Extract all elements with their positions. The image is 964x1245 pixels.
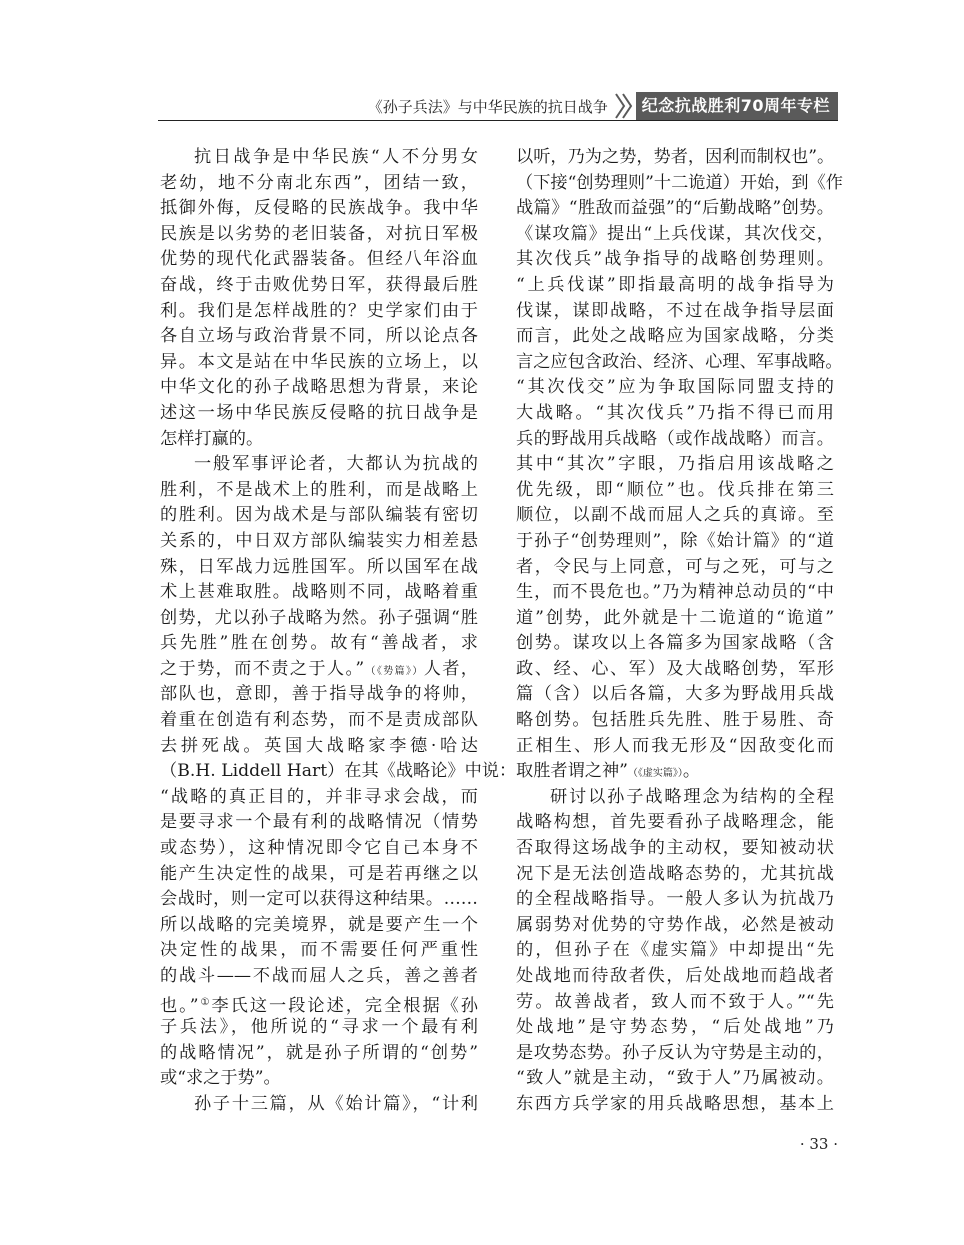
running-header [158, 92, 838, 121]
text-line: 民族是以劣势的老旧装备，对抗日军极 [160, 223, 478, 244]
text-line: （下接“创势理则”十二诡道）开始，到《作 [516, 172, 843, 193]
text-line: 《谋攻篇》提出“上兵伐谋，其次伐交， [516, 223, 834, 244]
text-line: “战略的真正目的，并非寻求会战，而 [160, 786, 478, 807]
text-span: 也。” [160, 995, 199, 1016]
text-line: 属弱势对优势的守势作战，必然是被动 [516, 914, 834, 935]
header-article-title: 《孙子兵法》与中华民族的抗日战争 [367, 97, 608, 116]
citation-note: （《虚实篇》） [627, 768, 683, 780]
text-line: 一般军事评论者，大都认为抗战的 [194, 454, 478, 475]
text-line: 是攻势态势。孙子反认为守势是主动的， [516, 1042, 834, 1063]
text-line: 殊，日军战力远胜国军。所以国军在战 [160, 556, 478, 577]
text-line: 研讨以孙子战略理念为结构的全程 [550, 786, 834, 807]
text-line: 言之应包含政治、经济、心理、军事战略。 [516, 351, 843, 372]
text-line: 优先级，即“顺位”也。伐兵排在第三 [516, 479, 834, 500]
double-chevron-icon [614, 92, 636, 120]
text-line: 孙子十三篇，从《始计篇》，“计利 [194, 1093, 478, 1114]
text-line: 劳。故善战者，致人而不致于人。”“先 [516, 991, 834, 1012]
citation-note: （《势篇》） [364, 665, 424, 677]
text-line: 术上甚难取胜。战略则不同，战略着重 [160, 582, 478, 603]
text-line: 者，令民与上同意，可与之死，可与之 [516, 556, 834, 577]
text-line: 创势。谋攻以上各篇多为国家战略（含 [516, 633, 834, 654]
text-line: 伐谋，谋即战略，不过在战争指导层面 [516, 300, 834, 321]
text-line: 子兵法》，他所说的“寻求一个最有利 [160, 1017, 478, 1038]
right-text-column [516, 145, 843, 1118]
text-line: 兵的野战用兵战略（或作战战略）而言。 [516, 428, 834, 449]
text-line: 是要寻求一个最有利的战略情况（情势 [160, 812, 478, 833]
text-line: 利。我们是怎样战胜的？史学家们由于 [160, 300, 478, 321]
text-line: 政、经、心、军）及大战略创势，军形 [516, 658, 834, 679]
text-line: 大战略。“其次伐兵”乃指不得已而用 [516, 402, 834, 423]
text-line: 战略构想，首先要看孙子战略理念，能 [516, 812, 834, 833]
text-line: 优势的现代化武器装备。但经八年浴血 [160, 249, 478, 270]
text-line: “其次伐交”应为争取国际同盟支持的 [516, 377, 834, 398]
text-line: 略创势。包括胜兵先胜、胜于易胜、奇 [516, 710, 834, 731]
text-line: 能产生决定性的战果，可是若再继之以 [160, 863, 478, 884]
text-line: “上兵伐谋”即指最高明的战争指导为 [516, 274, 834, 295]
text-line: 创势，尤以孙子战略为然。孙子强调“胜 [160, 607, 478, 628]
text-span: 。 [682, 761, 701, 782]
text-line: 决定性的战果，而不需要任何严重性 [160, 940, 478, 961]
header-column-label: 纪念抗战胜利70周年专栏 [636, 92, 838, 120]
text-line: 会战时，则一定可以获得这种结果。…… [160, 889, 478, 910]
text-span: 李氏这一段论述，完全根据《孙 [211, 995, 478, 1016]
text-span: 之于势，而不责之于人。” [160, 658, 365, 679]
text-line: 兵先胜”胜在创势。故有“善战者，求 [160, 633, 478, 654]
text-line: 异。本文是站在中华民族的立场上，以 [160, 351, 478, 372]
text-line: 其次伐兵”战争指导的战略创势理则。 [516, 249, 834, 270]
text-line: 其中“其次”字眼，乃指启用该战略之 [516, 454, 834, 475]
text-line: 抵御外侮，反侵略的民族战争。我中华 [160, 198, 478, 219]
text-line: 的，但孙子在《虚实篇》中却提出“先 [516, 940, 834, 961]
text-line: 而言，此处之战略应为国家战略，分类 [516, 326, 834, 347]
text-line: 的战斗——不战而屈人之兵，善之善者 [160, 966, 478, 986]
text-line: 关系的，中日双方部队编装实力相差悬 [160, 530, 478, 551]
text-line: 去拼死战。英国大战略家李德·哈达 [160, 735, 478, 756]
text-line: 或“求之于势”。 [160, 1068, 281, 1089]
text-line: 战篇》“胜敌而益强”的“后勤战略”创势。 [516, 198, 834, 219]
text-line: 着重在创造有利态势，而不是责成部队 [160, 710, 478, 731]
text-line: 篇（含）以后各篇，大多为野战用兵战 [516, 684, 834, 705]
page-number: · 33 · [799, 1135, 838, 1153]
text-line: 顺位，以副不战而屈人之兵的真谛。至 [516, 505, 834, 526]
text-line: 道”创势，此外就是十二诡道的“诡道” [516, 607, 834, 628]
text-line: 的战略情况”，就是孙子所谓的“创势” [160, 1042, 478, 1063]
text-line: 以听，乃为之势，势者，因利而制权也”。 [516, 147, 835, 167]
text-line: 怎样打赢的。 [160, 428, 264, 449]
text-line: 正相生、形人而我无形及“因敌变化而 [516, 735, 834, 756]
text-line: 部队也，意即，善于指导战争的将帅， [160, 684, 478, 705]
text-line: 胜利，不是战术上的胜利，而是战略上 [160, 479, 478, 500]
left-text-column [160, 145, 517, 1118]
text-line [160, 990, 478, 1016]
text-line: 况下是无法创造战略态势的，尤其抗战 [516, 863, 834, 884]
text-line: 所以战略的完美境界，就是要产生一个 [160, 914, 478, 935]
text-span: 人者， [423, 658, 478, 679]
text-line: 的胜利。因为战术是与部队编装有密切 [160, 505, 478, 526]
text-line: 于孙子“创势理则”，除《始计篇》的“道 [516, 530, 834, 551]
text-line [516, 759, 834, 785]
text-line: （B.H. Liddell Hart）在其《战略论》中说： [160, 761, 517, 782]
text-line: 的全程战略指导。一般人多认为抗战乃 [516, 889, 834, 910]
text-line: 或态势），这种情况即令它自己本身不 [160, 838, 478, 859]
text-line: 生，而不畏危也。”乃为精神总动员的“中 [516, 582, 834, 603]
text-line [160, 657, 478, 683]
text-line: 各自立场与政治背景不同，所以论点各 [160, 326, 478, 347]
text-line: 处战地而待敌者佚，后处战地而趋战者 [516, 966, 834, 986]
text-line: 否取得这场战争的主动权，要知被动状 [516, 838, 834, 859]
text-line: 奋战，终于击败优势日军，获得最后胜 [160, 274, 478, 295]
text-line: 中华文化的孙子战略思想为背景，来论 [160, 377, 478, 398]
text-line: 处战地”是守势态势，“后处战地”乃 [516, 1017, 834, 1038]
text-line: 述这一场中华民族反侵略的抗日战争是 [160, 402, 478, 423]
footnote-marker: ① [198, 996, 212, 1008]
text-line: 东西方兵学家的用兵战略思想，基本上 [516, 1093, 834, 1114]
text-line: “致人”就是主动，“致于人”乃属被动。 [516, 1068, 834, 1089]
text-line: 抗日战争是中华民族“人不分男女 [194, 147, 478, 167]
text-line: 老幼，地不分南北东西”，团结一致， [160, 172, 478, 193]
text-span: 取胜者谓之神” [516, 761, 628, 782]
